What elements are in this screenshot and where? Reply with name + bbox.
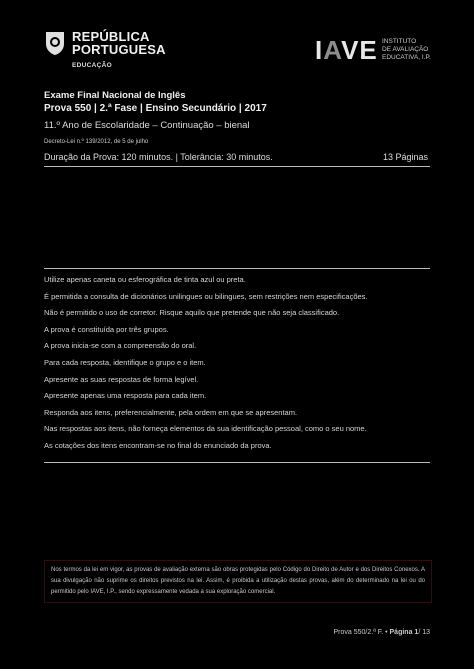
iave-logo-suffix: VE <box>341 35 378 65</box>
instruction-item: Para cada resposta, identifique o grupo e o item. <box>44 357 206 367</box>
page-count: 13 Páginas <box>382 152 428 162</box>
divider-bottom <box>44 462 430 463</box>
iave-logo <box>315 37 378 63</box>
copyright-notice: Nos termos da lei em vigor, as provas de avaliação externa são obras protegidas pelo Código do Direito de Autor e dos Direitos Conexos. A sua divulgação não suprime os direitos previstos na lei. Assim, é proibida a utilização destas provas, além do determinado na lei ou do permitido pelo IAVE, I.P., sendo expressamente vedada a sua exploração comercial. <box>44 560 432 603</box>
iave-logo-prefix: I <box>315 35 324 65</box>
instruction-item: Utilize apenas caneta ou esferográfica de tinta azul ou preta. <box>44 275 246 284</box>
divider-top <box>44 166 430 167</box>
republica-line: REPÚBLICA <box>72 29 150 44</box>
exam-duration: Duração da Prova: 120 minutos. | Tolerância: 30 minutos. <box>44 152 273 162</box>
republica-portuguesa-emblem-icon <box>44 30 66 56</box>
instruction-item: Nas respostas aos itens, não forneça elementos da sua identificação pessoal, como o seu nome. <box>44 424 367 434</box>
page-footer <box>334 629 431 636</box>
iave-sub-line: INSTITUTO <box>382 38 417 45</box>
iave-subtitle <box>382 38 431 62</box>
instruction-item: Apresente as suas respostas de forma legível. <box>44 374 199 384</box>
portuguesa-line: PORTUGUESA <box>72 42 166 57</box>
instruction-item: A prova inicia-se com a compreensão do oral. <box>44 341 197 351</box>
divider-instructions <box>44 268 430 269</box>
instruction-item: As cotações dos itens encontram-se no final do enunciado da prova. <box>44 440 272 450</box>
footer-prova: Prova 550/2.ª F. • <box>333 629 390 636</box>
educacao-label: EDUCAÇÃO <box>72 62 112 69</box>
iave-logo-accent: A <box>323 35 342 65</box>
instructions-list <box>44 272 430 455</box>
exam-prova-line: Prova 550 | 2.ª Fase | Ensino Secundário | 2017 <box>44 103 267 114</box>
decreto-lei-line: Decreto-Lei n.º 139/2012, de 5 de julho <box>44 139 149 145</box>
instruction-item: É permitida a consulta de dicionários unilingues ou bilingues, sem restrições nem especificações. <box>44 291 368 301</box>
instruction-item: Não é permitido o uso de corretor. Risque aquilo que pretende que não seja classificado. <box>44 308 340 318</box>
footer-page-total: / 13 <box>418 629 430 636</box>
iave-sub-line: DE AVALIAÇÃO <box>382 46 429 53</box>
instruction-item: Apresente apenas uma resposta para cada item. <box>44 391 207 401</box>
footer-page-label: Página 1 <box>389 629 419 636</box>
exam-title: Exame Final Nacional de Inglês <box>44 90 186 101</box>
exam-year-line: 11.º Ano de Escolaridade – Continuação – bienal <box>44 120 250 131</box>
instruction-item: Responda aos itens, preferencialmente, pela ordem em que se apresentam. <box>44 407 298 417</box>
instruction-item: A prova é constituída por três grupos. <box>44 324 169 334</box>
republica-portuguesa-wordmark <box>72 30 166 56</box>
iave-sub-line: EDUCATIVA, I.P. <box>382 54 431 61</box>
